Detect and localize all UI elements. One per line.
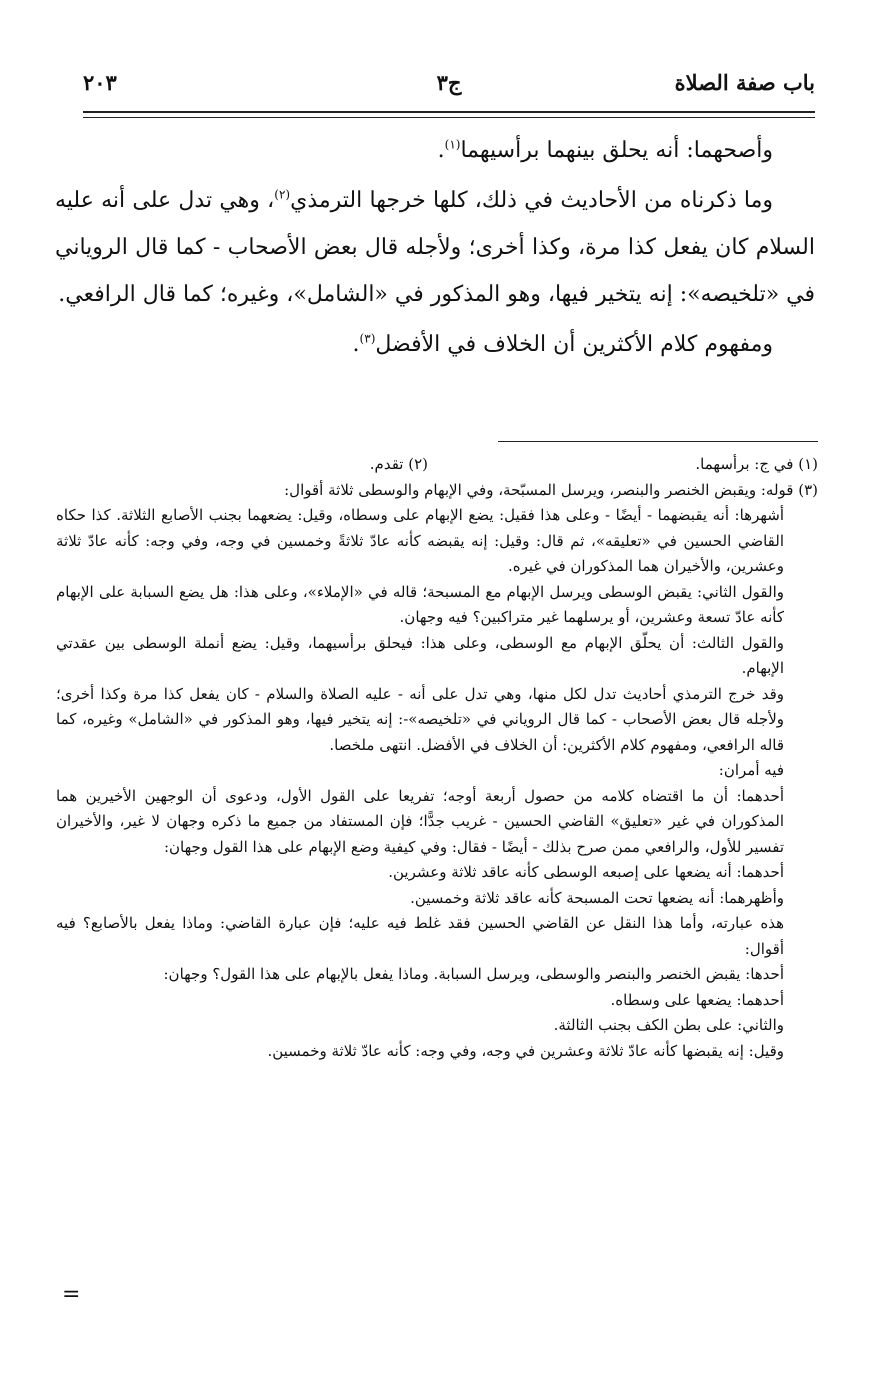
footnotes xyxy=(56,452,818,1064)
footnote-3-line: والقول الثاني: يقبض الوسطى ويرسل الإبهام مع المسبحة؛ قاله في «الإملاء»، وعلى هذا: هل يضع السبابة على الإبهام كأنه عادّ تسعة وعشرين، أو يرسلهما غير متراكبين؟ فيه وجهان. xyxy=(56,582,784,626)
chapter-title: باب صفة الصلاة xyxy=(674,70,815,95)
footnote-3-line: وأظهرهما: أنه يضعها تحت المسبحة كأنه عاقد ثلاثة وخمسين. xyxy=(410,888,784,907)
footnote-3-line: أحدهما: يضعها على وسطاه. xyxy=(610,990,784,1009)
paragraph: وأصحهما: أنه يحلق بينهما برأسيهما$^{(١)}$. xyxy=(437,137,773,163)
footnote-3-line: قوله: ويقبض الخنصر والبنصر، ويرسل المسبّحة، وفي الإبهام والوسطى ثلاثة أقوال: xyxy=(284,480,794,499)
footnote-ref: (٢) xyxy=(274,187,291,202)
header-rule xyxy=(83,111,815,118)
footnote-3-line: وقد خرج الترمذي أحاديث تدل لكل منها، وهي تدل على أنه - عليه الصلاة والسلام - كان يفعل كذا مرة وكذا أخرى؛ ولأجله قال بعض الأصحاب - كما قال الروياني في «تلخيصه»-: إنه يتخير فيها، وهو المذكور في «الشامل» وغيره، كما قاله الرافعي، ومفهوم كلام الأكثرين: أن الخلاف في الأفضل. انتهى ملخصا. xyxy=(56,684,784,754)
page-header xyxy=(83,70,815,106)
footnote-3-line: فيه أمران: xyxy=(718,761,784,779)
main-text xyxy=(55,127,815,368)
footnote-3-line: أشهرها: أنه يقبضهما - أيضًا - وعلى هذا فقيل: يضع الإبهام على وسطاه، وقيل: يضعهما بجنب الأصابع الثلاثة. كذا حكاه القاضي الحسين في «تعليقه»، ثم قال: وقيل: إنه يقبضه كأنه عادّ ثلاثةً وخمسين في وجه، وفي وجه: كأنه عادّ ثلاثة وعشرين، والأخيران هما المذكوران في غيره. xyxy=(56,506,784,575)
footnote-3-line: هذه عبارته، وأما هذا النقل عن القاضي الحسين فقد غلط فيه عليه؛ فإن عبارة القاضي: وماذا يفعل بالأصابع؟ فيه أقوال: xyxy=(56,914,784,958)
footnote-3-body xyxy=(56,503,784,1064)
footnote-3-line: أحدهما: أن ما اقتضاه كلامه من حصول أربعة أوجه؛ تفريعا على القول الأول، ودعوى أن الوجهين الأخيرين هما المذكوران في غير «تعليق» القاضي الحسين - غريب جدًّا؛ فإن المستفاد من جميع ما ذكره وجهان لا غير، والأخيران تفسير للأول، والرافعي ممن صرح بذلك - أيضًا - فقال: وفي كيفية وضع الإبهام على هذا القول وجهان: xyxy=(56,786,784,856)
footnote-3-line: أحدهما: أنه يضعها على إصبعه الوسطى كأنه عاقد ثلاثة وعشرين. xyxy=(388,863,784,881)
volume-label: ج٣ xyxy=(436,70,462,95)
footnote-3-line: أحدها: يقبض الخنصر والبنصر والوسطى، ويرسل السبابة. وماذا يفعل بالإبهام على هذا القول؟ وجهان: xyxy=(163,965,784,983)
footnote-separator xyxy=(498,441,818,442)
footnote-2: (٢) تقدم. xyxy=(369,455,428,473)
paragraph: ومفهوم كلام الأكثرين أن الخلاف في الأفضل$^{(٣)}$. xyxy=(352,331,773,357)
footnote-3-line: والثاني: على بطن الكف بجنب الثالثة. xyxy=(553,1016,784,1034)
continuation-mark: = xyxy=(62,1282,81,1307)
paragraph: وما ذكرناه من الأحاديث في ذلك، كلها خرجها الترمذي$^{(٢)}$، وهي تدل على أنه عليه السلام كان يفعل كذا مرة، وكذا أخرى؛ ولأجله قال بعض الأصحاب - كما قال الروياني في «تلخيصه»: إنه يتخير فيها، وهو المذكور في «الشامل»، وغيره؛ كما قال الرافعي. xyxy=(55,187,815,307)
footnote-1: (١) في ج: برأسهما. xyxy=(695,455,818,473)
footnote-3-line: وقيل: إنه يقبضها كأنه عادّ ثلاثة وعشرين في وجه، وفي وجه: كأنه عادّ ثلاثة وخمسين. xyxy=(267,1041,784,1060)
footnote-3-label: (٣) xyxy=(798,480,818,499)
footnote-ref: (١) xyxy=(444,137,461,152)
footnote-3-line: والقول الثالث: أن يحلّق الإبهام مع الوسطى، وعلى هذا: فيحلق برأسيهما، وقيل: يضع أنملة الوسطى بين عقدتي الإبهام. xyxy=(56,633,784,677)
footnote-ref: (٣) xyxy=(359,331,376,346)
footnote-3 xyxy=(56,478,818,504)
footnote-row xyxy=(56,452,818,478)
page-number: ٢٠٣ xyxy=(83,70,117,95)
